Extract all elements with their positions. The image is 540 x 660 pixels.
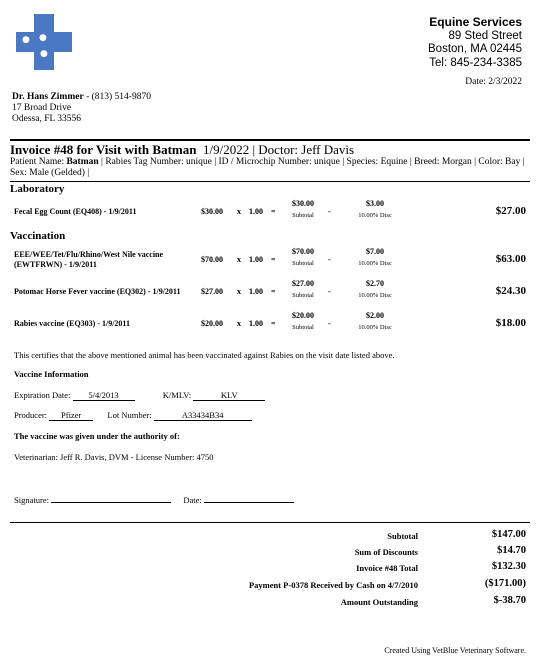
clinic-address-line1: 89 Sted Street [448, 29, 522, 42]
item-discount-value: $2.00 [366, 311, 384, 320]
paw-print-icon: ● [39, 33, 47, 43]
expiration-row [14, 390, 265, 401]
multiply-sign: x [237, 287, 241, 296]
line-item [14, 309, 526, 339]
totals-value: $14.70 [497, 545, 526, 556]
signature-date-label: Date: [183, 495, 202, 505]
item-subtotal [289, 311, 317, 331]
item-subtotal-label: Subtotal [292, 212, 314, 219]
authority-heading: The vaccine was given under the authority of: [14, 431, 180, 441]
totals-label: Invoice #48 Total [356, 563, 418, 573]
clinic-name: Equine Services [429, 15, 522, 29]
item-price: $27.00 [201, 287, 223, 296]
item-price: $20.00 [201, 319, 223, 328]
multiply-sign: x [237, 255, 241, 264]
item-subtotal-value: $30.00 [292, 199, 314, 208]
owner-street: 17 Broad Drive [12, 103, 72, 113]
item-discount-value: $3.00 [366, 199, 384, 208]
invoice-visit-info: 1/9/2022 | Doctor: Jeff Davis [202, 142, 355, 157]
patient-name: Batman [66, 157, 99, 167]
divider [10, 181, 530, 182]
line-item [14, 197, 526, 227]
line-item [14, 245, 526, 275]
equals-sign: = [271, 319, 276, 328]
signature-date-field[interactable] [204, 493, 294, 503]
minus-sign: - [328, 255, 331, 264]
divider [10, 522, 530, 523]
equals-sign: = [271, 255, 276, 264]
clinic-info [428, 16, 522, 70]
kmlv-label: K/MLV: [162, 390, 192, 400]
clinic-address-line2: Boston, MA 02445 [428, 43, 522, 55]
item-description: Fecal Egg Count (EQ408) - 1/9/2011 [14, 207, 137, 216]
equals-sign: = [271, 287, 276, 296]
item-price: $70.00 [201, 255, 223, 264]
minus-sign: - [328, 207, 331, 216]
totals-discounts [200, 545, 526, 559]
totals-invoice-total [200, 561, 526, 575]
veterinarian-info: Veterinarian: Jeff R. Davis, DVM - License Number: 4750 [14, 452, 214, 462]
multiply-sign: x [237, 319, 241, 328]
minus-sign: - [328, 287, 331, 296]
clinic-phone: Tel: 845-234-3385 [429, 56, 522, 69]
item-quantity: 1.00 [249, 207, 263, 216]
invoice-date: Date: 2/3/2022 [465, 77, 522, 87]
totals-label: Sum of Discounts [354, 547, 418, 557]
item-subtotal-value: $70.00 [292, 247, 314, 256]
signature-row [14, 493, 294, 505]
equals-sign: = [271, 207, 276, 216]
owner-info [12, 92, 151, 125]
producer-label: Producer: [14, 410, 48, 420]
totals-amount-outstanding [200, 595, 526, 609]
item-description: EEE/WEE/Tet/Flu/Rhino/West Nile vaccine (EWTFRWN) - 1/9/2011 [14, 250, 164, 269]
totals-value: $-38.70 [493, 595, 526, 606]
item-discount-label: 10.00% Disc [358, 212, 392, 219]
item-discount-value: $7.00 [366, 247, 384, 256]
signature-field[interactable] [51, 493, 171, 503]
item-subtotal-label: Subtotal [292, 292, 314, 299]
minus-sign: - [328, 319, 331, 328]
item-discount [349, 199, 401, 219]
item-subtotal [289, 199, 317, 219]
owner-city: Odessa, FL 33556 [12, 114, 82, 124]
owner-phone: - (813) 514-9870 [83, 92, 151, 102]
clinic-logo [16, 14, 72, 70]
rabies-certification-statement: This certifies that the above mentioned animal has been vaccinated against Rabies on the visit date listed above. [14, 350, 395, 360]
item-discount-label: 10.00% Disc [358, 260, 392, 267]
producer-field: Pfizer [49, 411, 93, 421]
producer-row [14, 410, 252, 421]
item-description: Rabies vaccine (EQ303) - 1/9/2011 [14, 319, 130, 328]
totals-payment [200, 578, 526, 592]
expiration-date-field: 5/4/2013 [73, 391, 135, 401]
multiply-sign: x [237, 207, 241, 216]
item-subtotal [289, 279, 317, 299]
patient-attributes: | Rabies Tag Number: unique | ID / Microchip Number: unique | Species: Equine | Breed: Morgan | Color: Bay | Sex: Male (Gelded) | [10, 157, 525, 178]
totals-label: Amount Outstanding [340, 597, 418, 607]
line-item [14, 277, 526, 307]
item-description: Potomac Horse Fever vaccine (EQ302) - 1/9/2011 [14, 287, 181, 296]
vaccine-info-heading: Vaccine Information [14, 369, 89, 379]
item-subtotal-label: Subtotal [292, 260, 314, 267]
divider [10, 139, 530, 141]
item-subtotal-label: Subtotal [292, 324, 314, 331]
item-quantity: 1.00 [249, 319, 263, 328]
patient-details [10, 157, 530, 179]
item-total: $24.30 [495, 285, 526, 297]
item-discount-label: 10.00% Disc [358, 324, 392, 331]
totals-subtotal [200, 529, 526, 543]
item-price: $30.00 [201, 207, 223, 216]
invoice-title [10, 142, 354, 158]
item-discount [349, 311, 401, 331]
section-vaccination: Vaccination [10, 230, 66, 242]
totals-value: $147.00 [491, 529, 526, 540]
expiration-label: Expiration Date: [14, 390, 71, 400]
signature-label: Signature: [14, 495, 49, 505]
item-quantity: 1.00 [249, 255, 263, 264]
lot-number-field: A33434B34 [154, 411, 252, 421]
kmlv-field: KLV [193, 391, 265, 401]
invoice-title-text: Invoice #48 for Visit with Batman [10, 142, 197, 157]
patient-label: Patient Name: [10, 157, 67, 167]
item-discount [349, 279, 401, 299]
item-total: $18.00 [495, 317, 526, 329]
item-total: $27.00 [495, 205, 526, 217]
item-discount-label: 10.00% Disc [358, 292, 392, 299]
item-subtotal [289, 247, 317, 267]
item-subtotal-value: $27.00 [292, 279, 314, 288]
totals-label: Subtotal [387, 531, 418, 541]
owner-name: Dr. Hans Zimmer [12, 92, 84, 102]
item-total: $63.00 [495, 253, 526, 265]
totals-value: $132.30 [491, 561, 526, 572]
item-discount [349, 247, 401, 267]
item-discount-value: $2.70 [366, 279, 384, 288]
paw-print-icon: ● [22, 35, 30, 45]
paw-print-icon: ● [40, 49, 48, 59]
section-laboratory: Laboratory [10, 183, 65, 195]
item-subtotal-value: $20.00 [292, 311, 314, 320]
totals-label: Payment P-0378 Received by Cash on 4/7/2010 [248, 580, 418, 590]
lot-number-label: Lot Number: [107, 410, 152, 420]
item-quantity: 1.00 [249, 287, 263, 296]
footer-credit: Created Using VetBlue Veterinary Software. [384, 646, 526, 655]
totals-value: ($171.00) [484, 578, 526, 589]
